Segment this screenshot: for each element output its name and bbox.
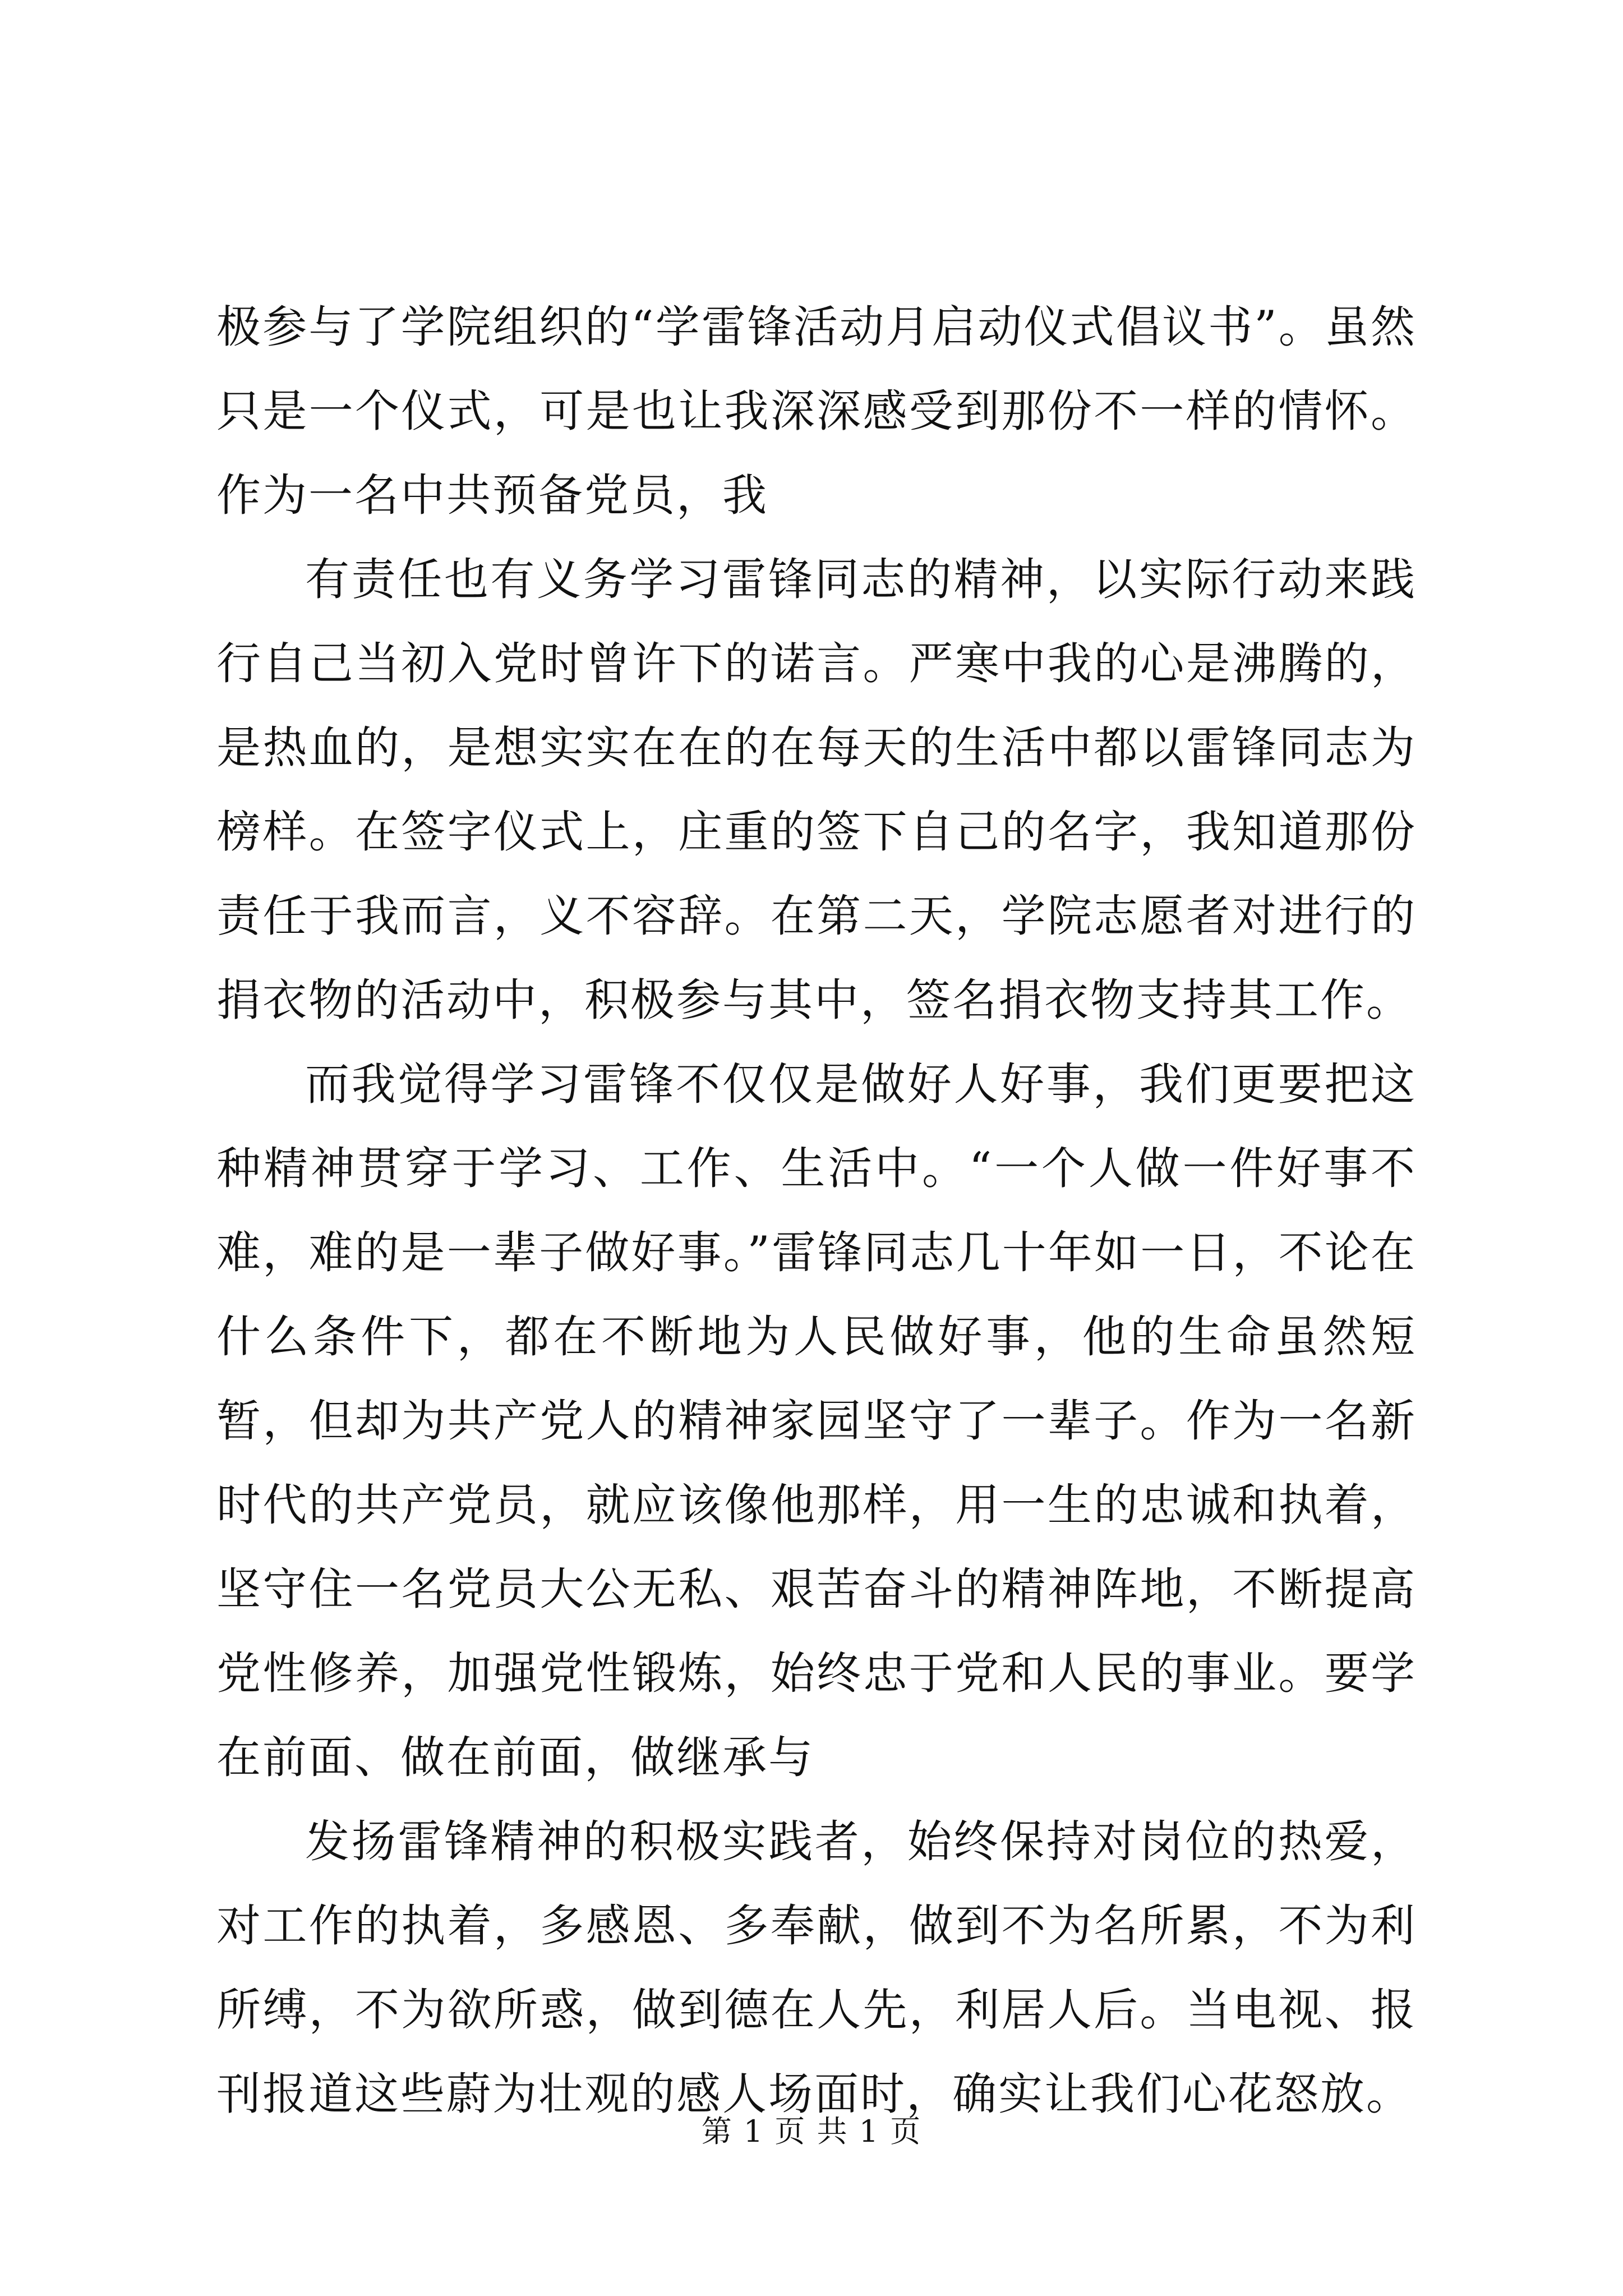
paragraph-2: 有责任也有义务学习雷锋同志的精神，以实际行动来践行自己当初入党时曾许下的诺言。严寒中我的心是沸腾的，是热血的，是想实实在在的在每天的生活中都以雷锋同志为榜样。在签字仪式上，庄重的签下自己的名字，我知道那份责任于我而言，义不容辞。在第二天，学院志愿者对进行的捐衣物的活动中，积极参与其中，签名捐衣物支持其工作。 <box>216 554 1417 1026</box>
paragraph-4: 发扬雷锋精神的积极实践者，始终保持对岗位的热爱，对工作的执着，多感恩、多奉献，做到不为名所累，不为利所缚，不为欲所惑，做到德在人先，利居人后。当电视、报刊报道这些蔚为壮观的感人场面时，确实让我们心花怒放。 <box>216 1816 1417 2120</box>
paragraph-3: 而我觉得学习雷锋不仅仅是做好人好事，我们更要把这种精神贯穿于学习、工作、生活中。“一个人做一件好事不难，难的是一辈子做好事。”雷锋同志几十年如一日，不论在什么条件下，都在不断地为人民做好事，他的生命虽然短暂，但却为共产党人的精神家园坚守了一辈子。作为一名新时代的共产党员，就应该像他那样，用一生的忠诚和执着，坚守住一名党员大公无私、艰苦奋斗的精神阵地，不断提高党性修养，加强党性锻炼，始终忠于党和人民的事业。要学在前面、做在前面，做继承与 <box>216 1059 1417 1783</box>
paragraph-1: 极参与了学院组织的“学雷锋活动月启动仪式倡议书”。虽然只是一个仪式，可是也让我深深感受到那份不一样的情怀。作为一名中共预备党员，我 <box>216 301 1417 521</box>
document-body <box>216 285 1417 2136</box>
page-number-footer: 第 1 页 共 1 页 <box>701 2114 922 2149</box>
